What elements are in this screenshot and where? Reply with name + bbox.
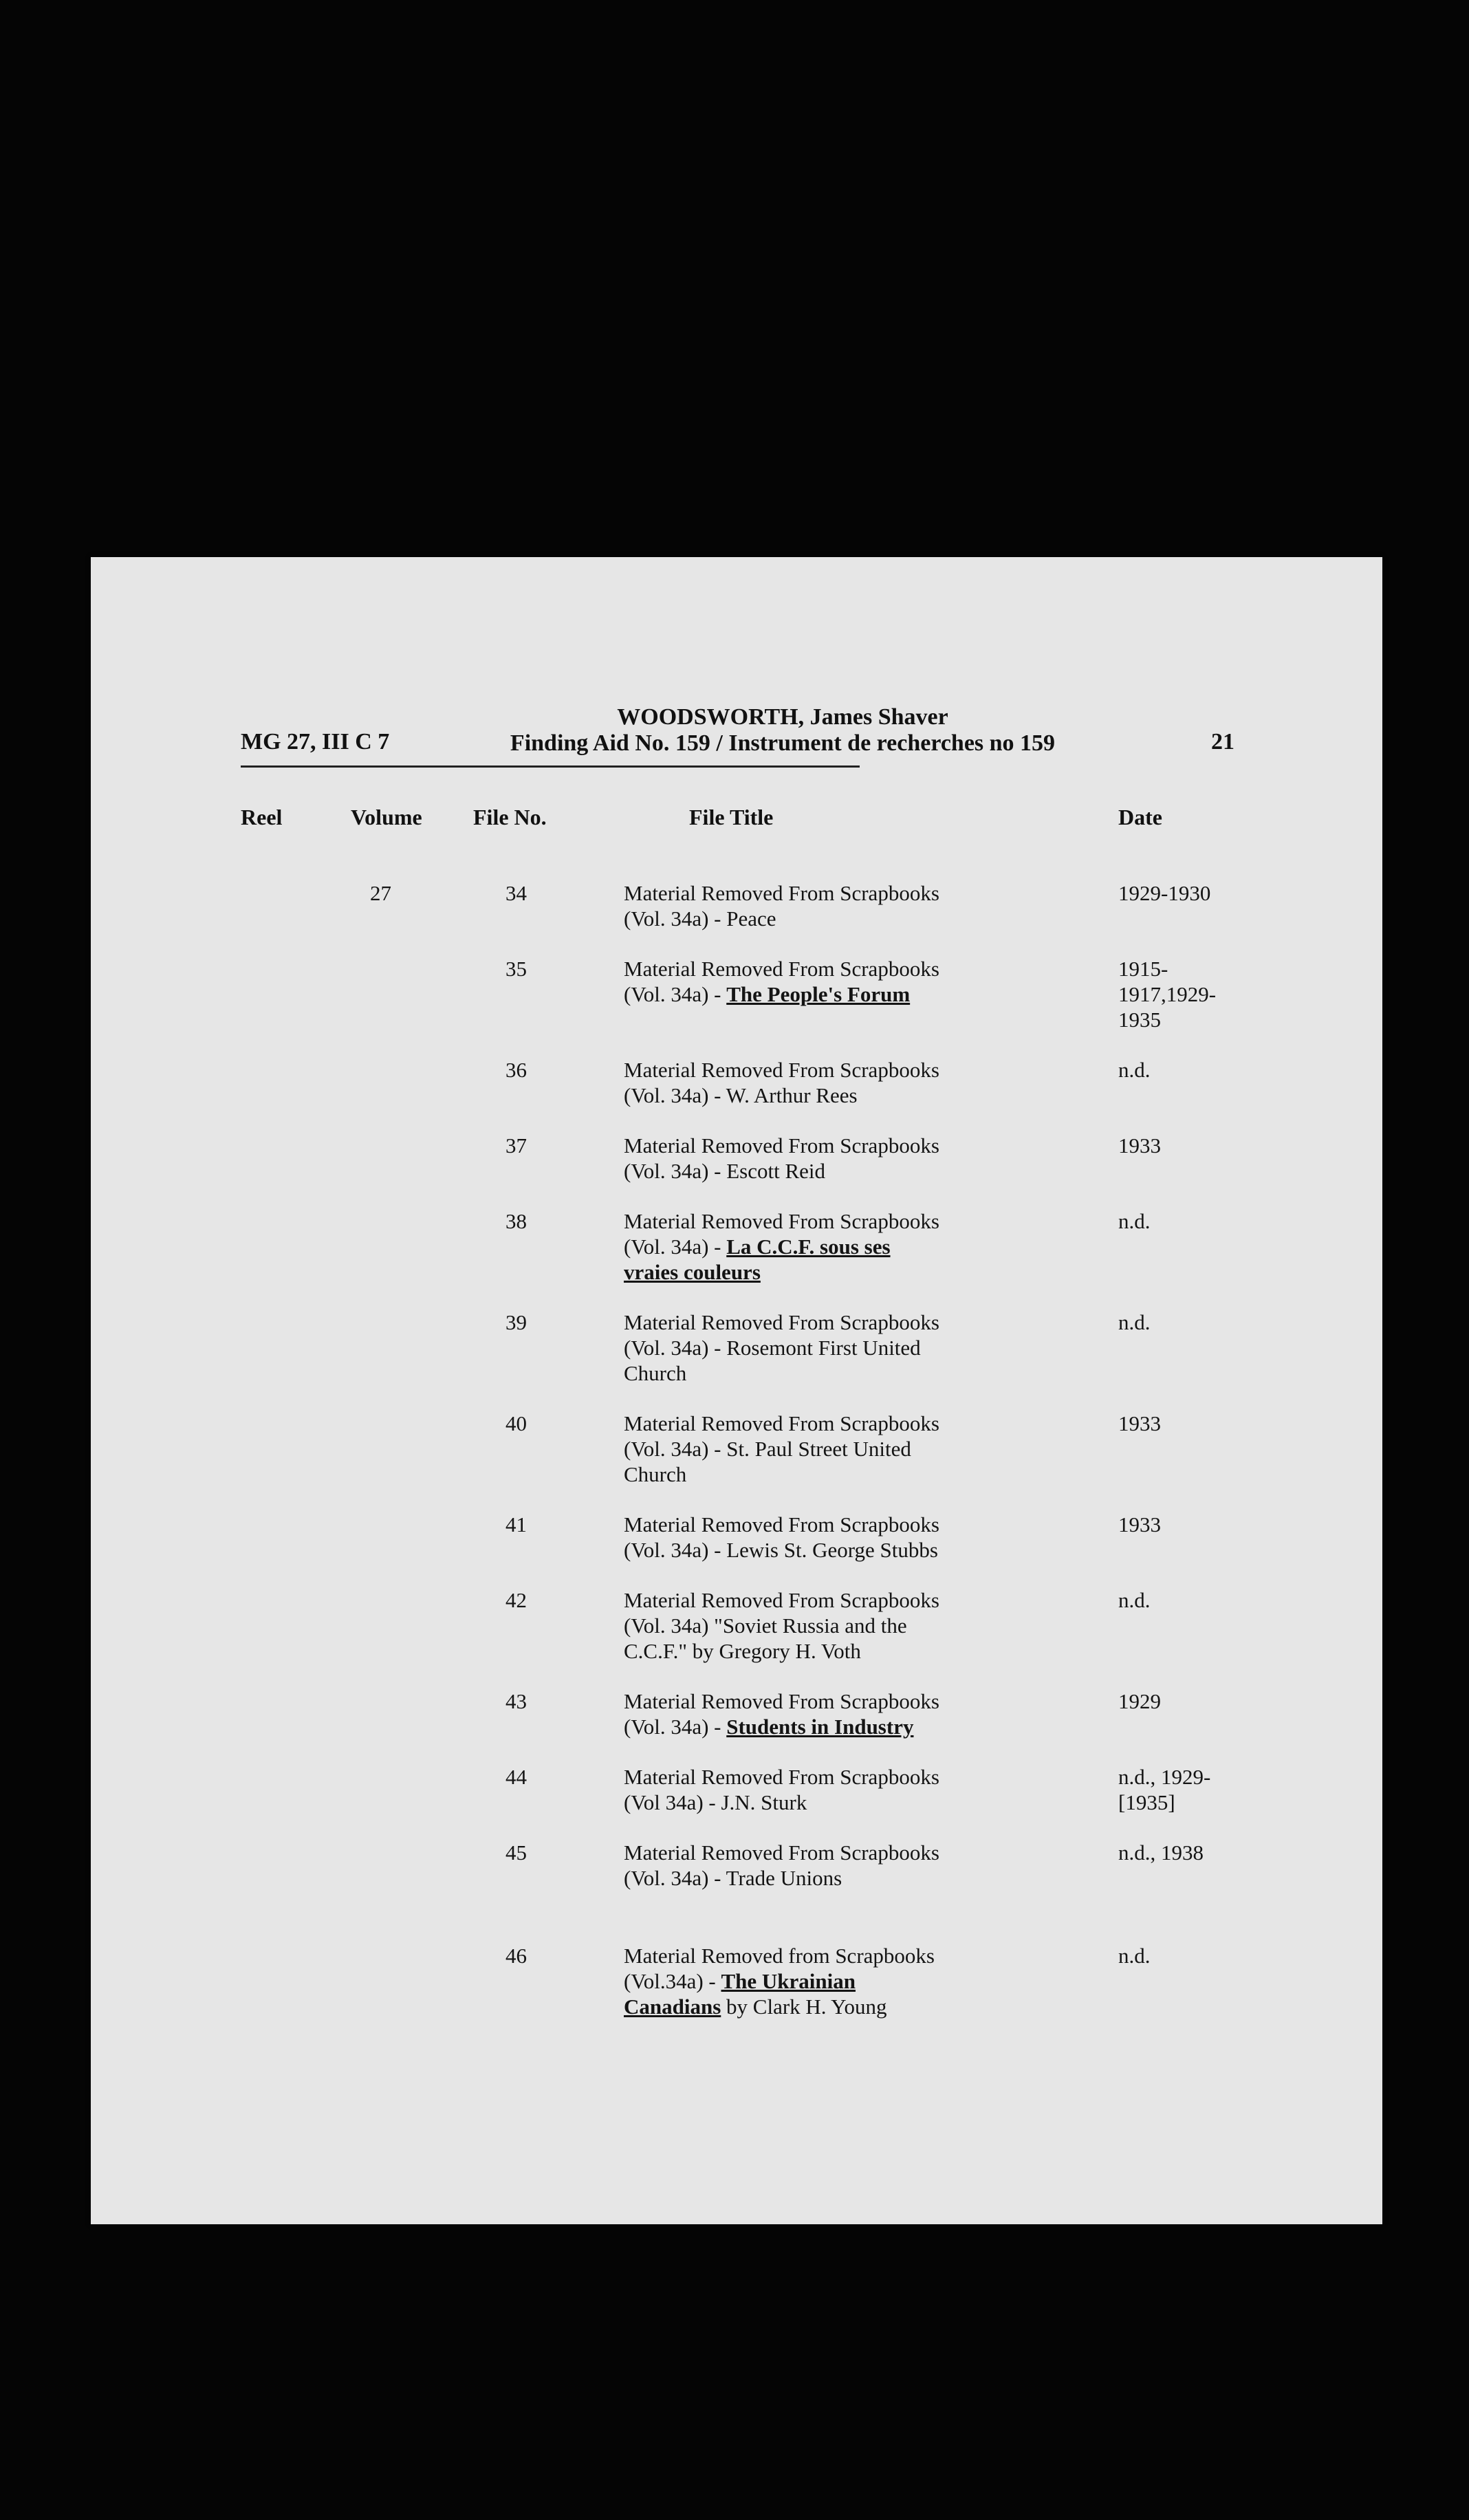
volume-cell: 27	[370, 881, 391, 905]
file-no-cell: 40	[505, 1411, 527, 1435]
date-line: 1933	[1118, 1411, 1161, 1435]
underlined-title: The People's Forum	[726, 982, 911, 1006]
date-cell	[1118, 1688, 1242, 1714]
date-cell	[1118, 956, 1242, 1032]
title-line	[624, 1259, 1009, 1285]
file-title-cell	[624, 1133, 1009, 1184]
table-row	[91, 956, 1382, 1057]
file-no-cell: 35	[505, 957, 527, 981]
title-line: Material Removed From Scrapbooks	[624, 1310, 939, 1334]
title-line	[624, 1994, 1009, 2019]
date-cell	[1118, 1943, 1242, 1968]
title-line: Material Removed From Scrapbooks	[624, 1689, 939, 1713]
title-line: (Vol. 34a) - Peace	[624, 906, 776, 931]
date-line: 1935	[1118, 1008, 1161, 1032]
title-line: Material Removed From Scrapbooks	[624, 1588, 939, 1612]
date-cell	[1118, 1133, 1242, 1158]
date-cell	[1118, 1208, 1242, 1234]
table-row	[91, 1133, 1382, 1208]
underlined-title: La C.C.F. sous ses	[726, 1235, 891, 1259]
title-line: Material Removed From Scrapbooks	[624, 1840, 939, 1865]
underlined-title: Students in Industry	[726, 1715, 914, 1739]
file-title-cell	[624, 1208, 1009, 1285]
finding-aid-title: Finding Aid No. 159 / Instrument de recherches no 159	[510, 730, 1056, 756]
file-no-cell: 43	[505, 1689, 527, 1713]
file-title-cell	[624, 1310, 1009, 1386]
table-row	[91, 1840, 1382, 1915]
title-line: Material Removed From Scrapbooks	[624, 957, 939, 981]
date-cell	[1118, 1587, 1242, 1613]
title-line: (Vol. 34a) - St. Paul Street United	[624, 1437, 911, 1461]
title-line: Church	[624, 1462, 687, 1486]
title-line: (Vol. 34a) - Students in Industry	[624, 1715, 914, 1739]
file-title-cell	[624, 1840, 1009, 1891]
table-row	[91, 1764, 1382, 1840]
title-line: Material Removed From Scrapbooks	[624, 881, 939, 905]
table-row	[91, 1587, 1382, 1688]
title-line: Material Removed From Scrapbooks	[624, 1133, 939, 1158]
date-line: 1917,1929-	[1118, 982, 1217, 1006]
table-row	[91, 1688, 1382, 1764]
table-row	[91, 1310, 1382, 1411]
table-row	[91, 1512, 1382, 1587]
date-line: 1929	[1118, 1689, 1161, 1713]
date-cell	[1118, 1840, 1242, 1865]
file-title-cell	[624, 1587, 1009, 1664]
date-cell	[1118, 1764, 1242, 1815]
date-cell	[1118, 1411, 1242, 1436]
date-cell	[1118, 1057, 1242, 1083]
title-line: (Vol. 34a) - W. Arthur Rees	[624, 1083, 858, 1107]
table-row	[91, 1411, 1382, 1512]
title-line: (Vol.34a) - The Ukrainian	[624, 1969, 856, 1993]
column-header-file-title: File Title	[689, 805, 774, 829]
date-cell	[1118, 1310, 1242, 1335]
file-title-cell	[624, 1057, 1009, 1108]
file-no-cell: 45	[505, 1840, 527, 1865]
table-row	[91, 1057, 1382, 1133]
file-no-cell: 36	[505, 1058, 527, 1082]
title-line: Church	[624, 1361, 687, 1385]
file-no-cell: 46	[505, 1944, 527, 1968]
file-title-cell	[624, 1512, 1009, 1563]
date-line: 1929-1930	[1118, 881, 1211, 905]
underlined-title: Canadians	[624, 1995, 721, 2019]
date-line: n.d.	[1118, 1058, 1151, 1082]
date-cell	[1118, 1512, 1242, 1537]
file-no-cell: 38	[505, 1209, 527, 1233]
fonds-name: WOODSWORTH, James Shaver	[617, 704, 948, 730]
date-line: 1933	[1118, 1133, 1161, 1158]
title-line: Material Removed from Scrapbooks	[624, 1944, 935, 1968]
date-line: 1933	[1118, 1512, 1161, 1536]
title-tail: by Clark H. Young	[721, 1995, 887, 2019]
table-row	[91, 880, 1382, 956]
title-line: (Vol. 34a) - Trade Unions	[624, 1866, 842, 1890]
title-line: (Vol. 34a) "Soviet Russia and the	[624, 1614, 907, 1638]
title-line: (Vol. 34a) - La C.C.F. sous ses	[624, 1235, 891, 1259]
file-no-cell: 34	[505, 881, 527, 905]
document-page	[91, 557, 1382, 2224]
date-line: n.d., 1938	[1118, 1840, 1204, 1865]
column-header-reel: Reel	[241, 805, 283, 829]
title-line: Material Removed From Scrapbooks	[624, 1765, 939, 1789]
title-line: (Vol. 34a) - Escott Reid	[624, 1159, 826, 1183]
column-header-file-no: File No.	[473, 805, 547, 829]
file-title-cell	[624, 956, 1009, 1007]
title-line: Material Removed From Scrapbooks	[624, 1209, 939, 1233]
file-no-cell: 42	[505, 1588, 527, 1612]
title-line: Material Removed From Scrapbooks	[624, 1058, 939, 1082]
title-line: Material Removed From Scrapbooks	[624, 1512, 939, 1536]
column-header-date: Date	[1118, 805, 1162, 829]
file-title-cell	[624, 1688, 1009, 1739]
file-title-cell	[624, 1411, 1009, 1487]
title-line: C.C.F." by Gregory H. Voth	[624, 1639, 861, 1663]
title-line: (Vol 34a) - J.N. Sturk	[624, 1790, 807, 1814]
file-no-cell: 39	[505, 1310, 527, 1334]
date-line: n.d.	[1118, 1310, 1151, 1334]
date-line: n.d.	[1118, 1209, 1151, 1233]
header-rule	[241, 765, 860, 768]
underlined-title: The Ukrainian	[721, 1969, 856, 1993]
date-line: n.d., 1929-	[1118, 1765, 1211, 1789]
file-list	[91, 880, 1382, 2044]
archive-reference: MG 27, III C 7	[241, 729, 390, 754]
title-line: Material Removed From Scrapbooks	[624, 1411, 939, 1435]
file-title-cell	[624, 1943, 1009, 2019]
file-no-cell: 41	[505, 1512, 527, 1536]
document-heading	[480, 704, 1085, 757]
date-line: 1915-	[1118, 957, 1168, 981]
table-row	[91, 1943, 1382, 2044]
page-number: 21	[1211, 729, 1234, 754]
table-row	[91, 1208, 1382, 1310]
underlined-title: vraies couleurs	[624, 1260, 761, 1284]
date-line: n.d.	[1118, 1944, 1151, 1968]
date-line: n.d.	[1118, 1588, 1151, 1612]
title-line: (Vol. 34a) - Rosemont First United	[624, 1336, 921, 1360]
file-no-cell: 37	[505, 1133, 527, 1158]
file-no-cell: 44	[505, 1765, 527, 1789]
date-cell	[1118, 880, 1242, 906]
title-line: (Vol. 34a) - The People's Forum	[624, 982, 911, 1006]
date-line: [1935]	[1118, 1790, 1175, 1814]
title-line: (Vol. 34a) - Lewis St. George Stubbs	[624, 1538, 938, 1562]
file-title-cell	[624, 1764, 1009, 1815]
file-title-cell	[624, 880, 1009, 931]
column-header-volume: Volume	[351, 805, 422, 829]
